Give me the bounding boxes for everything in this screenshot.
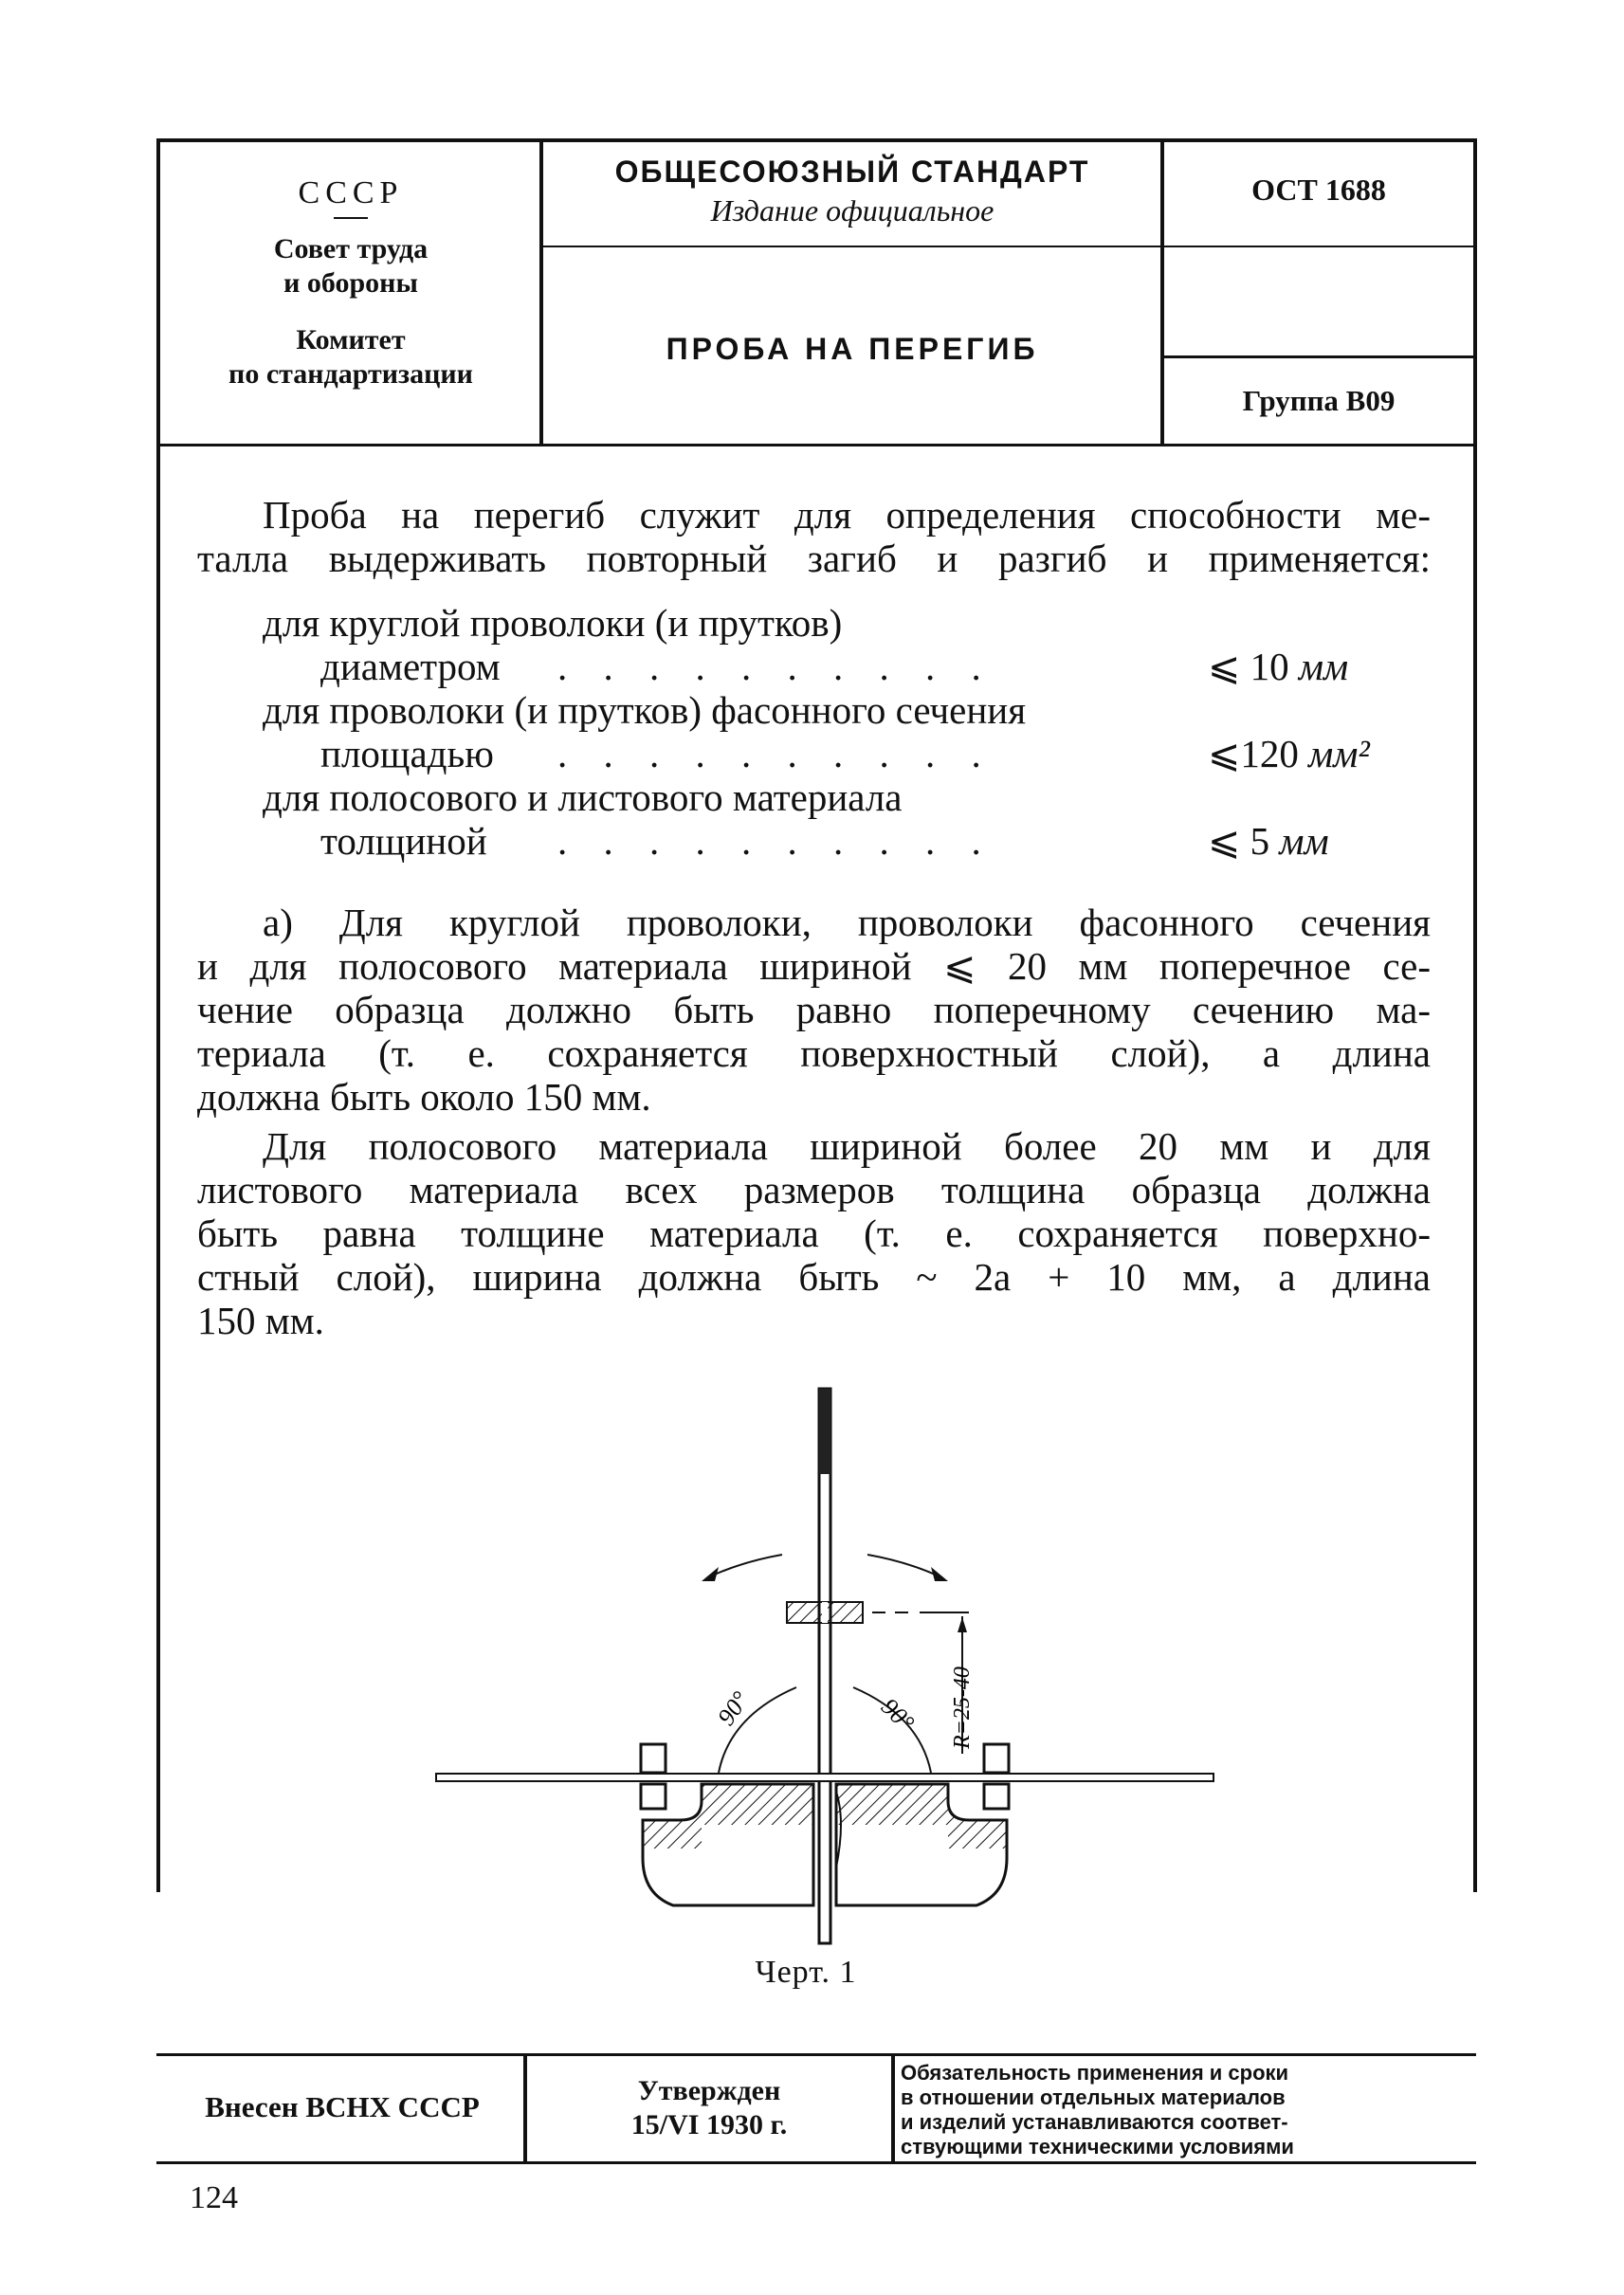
leader-dots: . . . . . . . . . . [557,645,994,688]
approved-block [527,2074,891,2142]
introduced-by: Внесен ВСНХ СССР [205,2090,480,2123]
para-b-line: быть равна толщине материала (т. е. сохраняется поверхно- [197,1211,1431,1255]
org1-line2: и обороны [283,267,418,299]
header-left [161,175,540,392]
angle-left-label: 90° [712,1685,755,1731]
specimen-top [819,1389,830,1474]
leader-dots: . . . . . . . . . . [557,732,994,775]
arrowhead-left [702,1567,719,1581]
list-item-1-limit: ⩽ 10 мм [1208,645,1349,688]
para-a-line: териала (т. е. сохраняется поверхностный слой), а длина [197,1031,1431,1075]
figure-caption: Черт. 1 [755,1955,857,1990]
radius-label: R=25-40 [950,1667,975,1749]
org2-line2: по стандартизации [228,358,473,390]
clamp-bolt-bottom-right [984,1784,1009,1809]
rotation-arrow-left [706,1555,782,1578]
list-item-1-line1: для круглой проволоки (и прутков) [263,601,843,645]
list-item-2-line1: для проволоки (и прутков) фасонного сечения [263,688,1027,732]
list-item-2-limit: ⩽120 мм² [1208,732,1370,775]
arrowhead-right [931,1567,948,1581]
header-center [543,155,1161,228]
leader-dots: . . . . . . . . . . [557,819,994,863]
intro-line1: Проба на перегиб служит для определения способности ме- [263,493,1431,537]
edition-label: Издание официальное [710,193,994,228]
para-a-line: а) Для круглой проволоки, проволоки фасонного сечения [263,901,1431,944]
list-item-3-line1: для полосового и листового материала [263,775,903,819]
list-item-3-line2 [320,819,1392,863]
bend-test-figure [417,1375,1232,1981]
para-a-line: чение образца должно быть равно поперечному сечению ма- [197,988,1431,1031]
para-b-line: 150 мм. [197,1299,324,1342]
clamp-bolt-top-right [984,1744,1009,1773]
approved-label: Утвержден [637,2075,781,2106]
org2-line1: Комитет [296,324,406,355]
group-label: Группа В09 [1242,384,1396,417]
document-title: ПРОБА НА ПЕРЕГИБ [666,332,1039,366]
org1-line1: Совет труда [273,233,429,264]
rotation-arrow-right [867,1555,943,1578]
intro-line2: талла выдерживать повторный загиб и разгиб и применяется: [197,537,1431,580]
clamp-bolt-top-left [641,1744,666,1773]
country-label: СССР [298,175,404,210]
list-item-1-label: диаметром [320,645,501,688]
standard-type: ОБЩЕСОЮЗНЫЙ СТАНДАРТ [614,155,1090,189]
para-b-line: стный слой), ширина должна быть ~ 2a + 10 мм, а длина [197,1255,1431,1299]
page-number: 124 [190,2180,238,2215]
para-a-line: должна быть около 150 мм. [197,1075,651,1119]
list-item-3-limit: ⩽ 5 мм [1208,819,1329,863]
approved-date: 15/VI 1930 г. [630,2109,788,2140]
list-item-1-line2 [320,645,1392,688]
list-item-2-line2 [320,732,1392,775]
angle-right-label: 90° [875,1692,921,1737]
para-b-line: листового материала всех размеров толщина образца должна [197,1168,1431,1211]
list-item-2-label: площадью [320,732,494,775]
list-item-3-label: толщиной [320,819,487,863]
para-b-line: Для полосового материала шириной более 20 мм и для [263,1124,1431,1168]
standard-code: ОСТ 1688 [1251,173,1386,207]
para-a-line: и для полосового материала шириной ⩽ 20 мм поперечное се- [197,944,1431,988]
clamp-bolt-bottom-left [641,1784,666,1809]
country-underline [334,217,368,219]
applicability-note: Обязательность применения и сроки в отношении отдельных материалов и изделий устанавливаются соответ- ствующими техническими условиями [901,2061,1294,2158]
horizontal-bar [436,1774,1213,1781]
